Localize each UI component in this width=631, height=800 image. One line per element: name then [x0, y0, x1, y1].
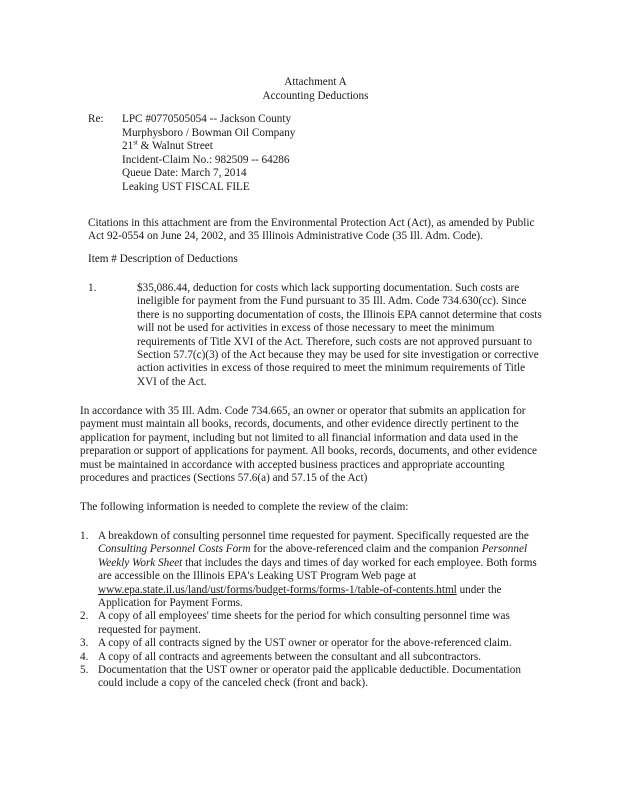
street-suffix: st [133, 138, 138, 147]
item-number: 1. [88, 282, 97, 294]
list-item-number: 5. [80, 664, 89, 677]
attachment-subtitle: Accounting Deductions [262, 90, 369, 102]
following-info-heading: The following information is needed to complete the review of the claim: [80, 501, 409, 513]
list-item-text: under the Application for Payment Forms. [98, 583, 502, 610]
list-item-text: that includes the days and times of day worked for each employee. Both forms are accessible on the Illinois EPA's Leaking UST Program Web page at [98, 556, 537, 583]
attachment-title: Attachment A [284, 76, 347, 88]
re-street-line [122, 140, 295, 154]
list-item-text: Documentation that the UST owner or operator paid the applicable deductible. Documentation could include a copy of the canceled check (front and back). [98, 664, 521, 690]
re-queue-date-line: Queue Date: March 7, 2014 [122, 167, 247, 180]
list-item-text: A breakdown of consulting personnel time requested for payment. Specifically requested are the [98, 530, 529, 542]
street-name: & Walnut Street [137, 140, 213, 153]
street-number: 21 [122, 140, 134, 153]
list-item [80, 664, 538, 691]
list-item-number: 3. [80, 637, 89, 650]
form-name: Consulting Personnel Costs Form [98, 543, 251, 556]
list-item-number: 1. [80, 530, 89, 542]
list-item-text: A copy of all employees' time sheets for the period for which consulting personnel time was requested for payment. [98, 610, 510, 636]
forms-web-link[interactable]: www.epa.state.il.us/land/ust/forms/budget-forms/forms-1/table-of-contents.html [98, 583, 457, 596]
list-item [80, 530, 538, 610]
list-item [80, 610, 538, 637]
citations-paragraph: Citations in this attachment are from the Environmental Protection Act (Act), as amended by Public Act 92-0554 on June 24, 2002, and 35 Illinois Administrative Code (35 Ill. Adm. Code). [88, 217, 535, 243]
list-item-text: for the above-referenced claim and the companion [250, 543, 482, 556]
list-item [80, 651, 538, 664]
list-item-number: 2. [80, 610, 89, 623]
list-item-text: A copy of all contracts signed by the UST owner or operator for the above-referenced claim. [98, 637, 512, 650]
re-label: Re: [88, 113, 104, 125]
records-paragraph: In accordance with 35 Ill. Adm. Code 734.665, an owner or operator that submits an application for payment must maintain all books, records, documents, and other evidence directly pertinent to the application for payment, including but not limited to all financial information and data used in the preparation or support of applications for payment. All books, records, documents, and other evidence must be maintained in accordance with accepted business practices and appropriate accounting procedures and practices (Sections 57.6(a) and 57.15 of the Act) [80, 405, 538, 485]
re-incident-line: Incident-Claim No.: 982509 -- 64286 [122, 153, 290, 166]
re-company-line: Murphysboro / Bowman Oil Company [122, 126, 296, 139]
item-description: $35,086.44, deduction for costs which lack supporting documentation. Such costs are ineligible for payment from the Fund pursuant to 35 Ill. Adm. Code 734.630(cc). Since there is no supporting documentation of costs, the Illinois EPA cannot determine that costs will not be used for activities in excess of those necessary to meet the minimum requirements of Title XVI of the Act. Therefore, such costs are not approved pursuant to Section 57.7(c)(3) of the Act because they may be used for site investigation or corrective action activities in excess of those required to meet the minimum requirements of Title XVI of the Act. [137, 282, 542, 388]
list-item [80, 637, 538, 650]
list-item-number: 4. [80, 650, 89, 663]
item-header: Item # Description of Deductions [88, 253, 238, 265]
list-item-text: A copy of all contracts and agreements between the consultant and all subcontractors. [98, 650, 482, 663]
re-file-line: Leaking UST FISCAL FILE [122, 180, 250, 193]
form-name: Personnel Weekly Work Sheet [98, 543, 528, 569]
re-lpc-line: LPC #0770505054 -- Jackson County [122, 113, 292, 125]
re-block [122, 113, 295, 195]
required-info-list [80, 530, 538, 691]
